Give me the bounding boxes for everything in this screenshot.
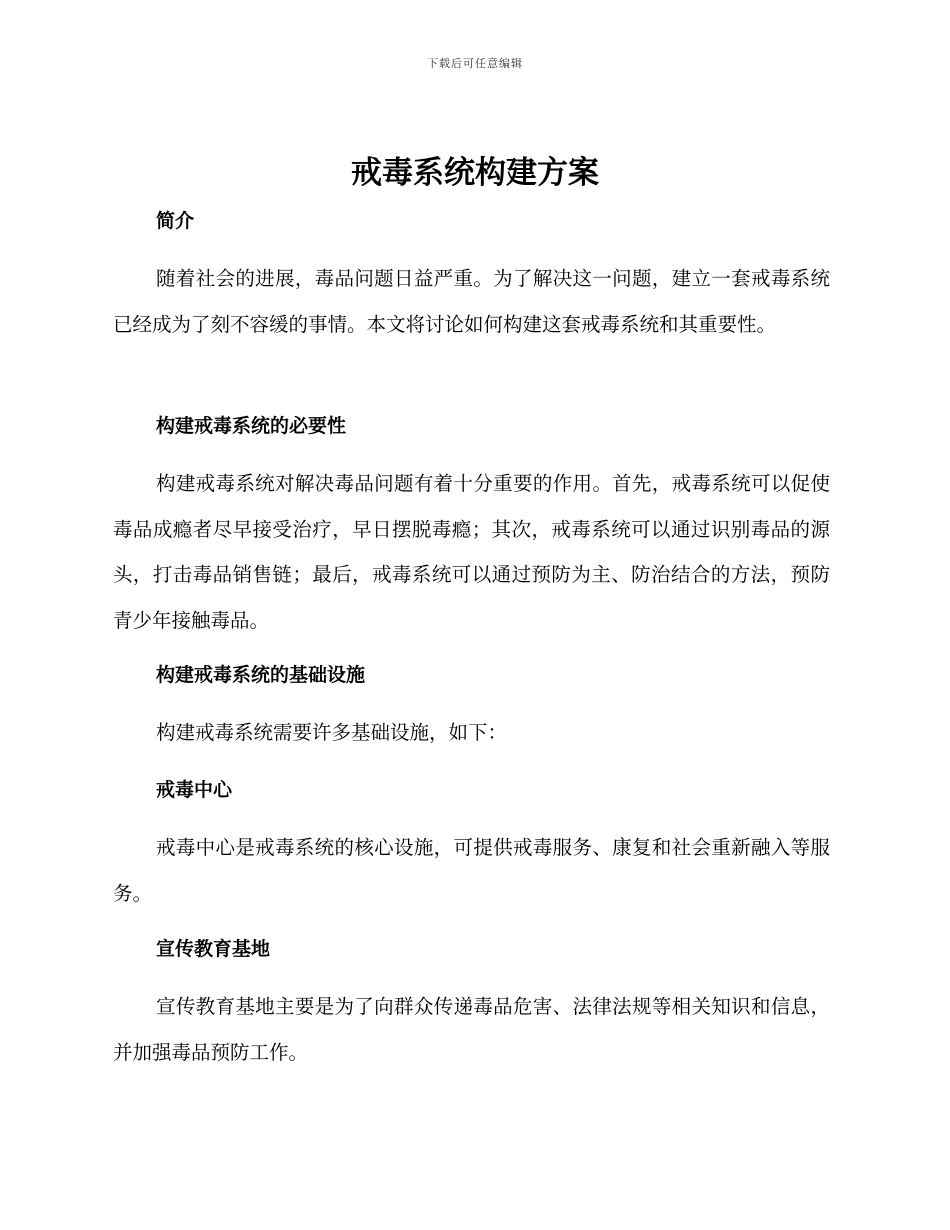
document-title: 戒毒系统构建方案 <box>351 155 599 191</box>
section-paragraph-intro: 随着社会的进展，毒品问题日益严重。为了解决这一问题，建立一套戒毒系统已经成为了刻不容缓的事情。本文将讨论如何构建这套戒毒系统和其重要性。 <box>113 267 830 336</box>
section-heading-infrastructure: 构建戒毒系统的基础设施 <box>156 664 366 686</box>
section-paragraph-necessity: 构建戒毒系统对解决毒品问题有着十分重要的作用。首先，戒毒系统可以促使毒品成瘾者尽早接受治疗，早日摆脱毒瘾；其次，戒毒系统可以通过识别毒品的源头，打击毒品销售链；最后，戒毒系统可以通过预防为主、防治结合的方法，预防青少年接触毒品。 <box>113 472 830 632</box>
section-paragraph-infrastructure: 构建戒毒系统需要许多基础设施，如下： <box>156 721 508 744</box>
section-paragraph-education-base: 宣传教育基地主要是为了向群众传递毒品危害、法律法规等相关知识和信息，并加强毒品预防工作。 <box>113 995 830 1064</box>
header-note: 下载后可任意编辑 <box>427 57 523 70</box>
section-paragraph-rehab-center: 戒毒中心是戒毒系统的核心设施，可提供戒毒服务、康复和社会重新融入等服务。 <box>113 836 830 905</box>
section-heading-education-base: 宣传教育基地 <box>156 938 271 960</box>
section-heading-intro: 简介 <box>156 210 195 232</box>
section-heading-rehab-center: 戒毒中心 <box>156 779 233 801</box>
section-heading-necessity: 构建戒毒系统的必要性 <box>156 415 347 437</box>
